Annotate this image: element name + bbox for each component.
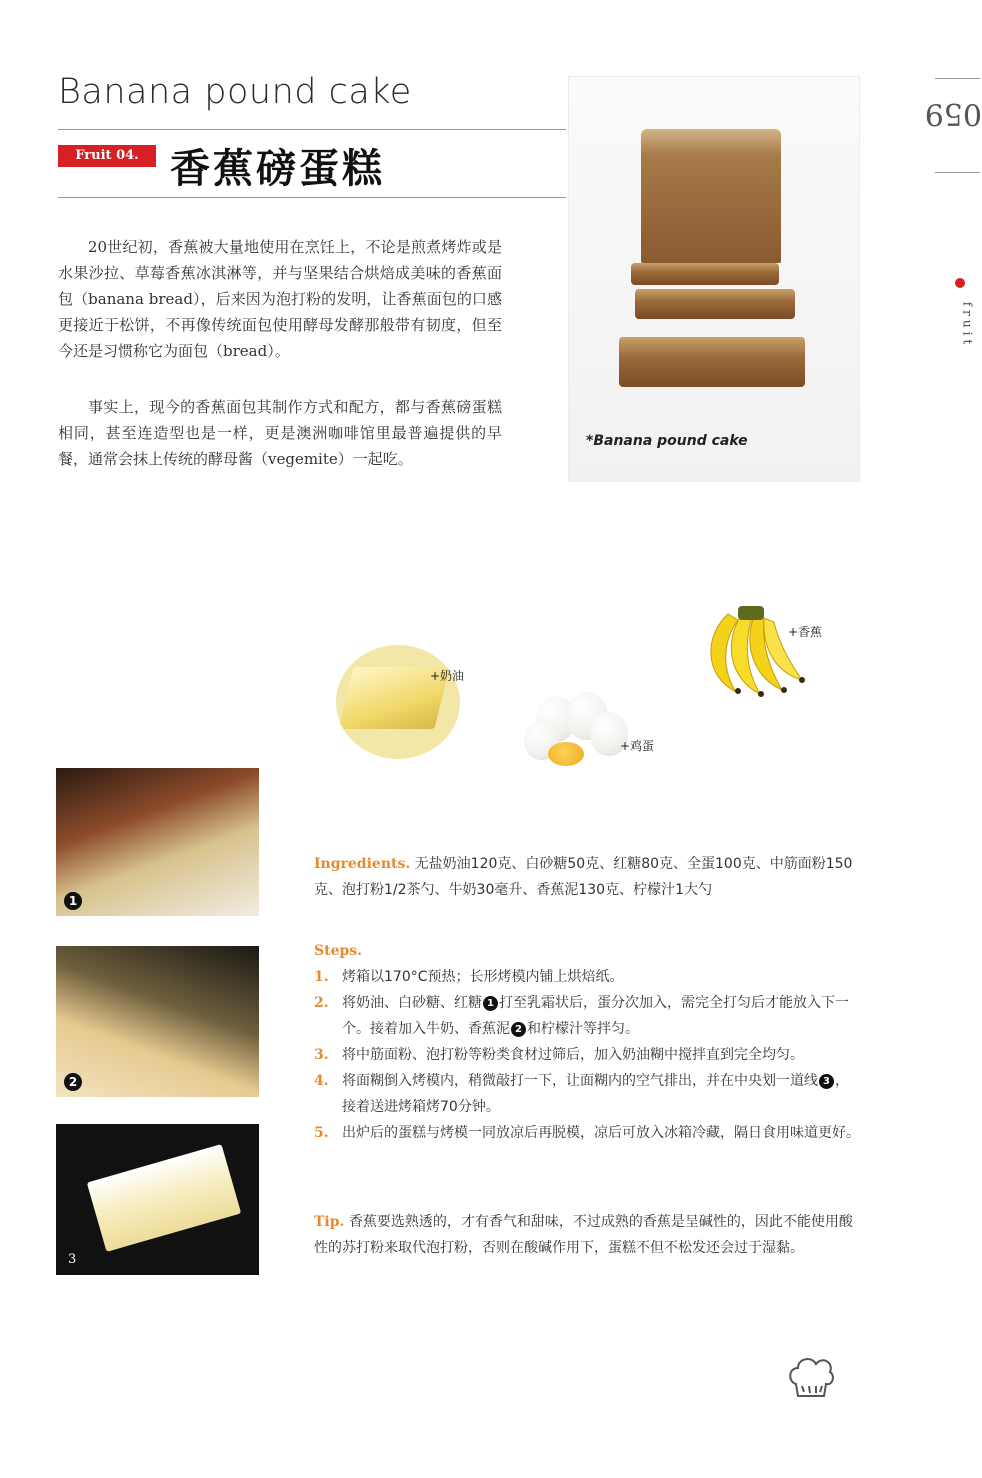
step-item (314, 964, 860, 990)
cake-slice (635, 289, 795, 319)
tip-label: Tip. (314, 1214, 345, 1230)
egg-yolk-image (548, 742, 584, 766)
photo-ref-badge: 2 (511, 1022, 526, 1037)
step-item (314, 1042, 860, 1068)
butter-image (336, 645, 460, 759)
cake-loaf (641, 129, 781, 263)
step-item (314, 1068, 860, 1120)
step-number: 4. (314, 1073, 329, 1089)
step-text: 将中筋面粉、泡打粉等粉类食材过筛后，加入奶油糊中搅拌直到完全均匀。 (342, 1047, 804, 1063)
page-number: 059 (924, 96, 982, 131)
steps-list (314, 964, 860, 1146)
english-title: Banana pound cake (58, 72, 412, 112)
photo-ref-badge: 1 (483, 996, 498, 1011)
hero-caption: *Banana pound cake (586, 433, 748, 449)
ingredients-label: Ingredients. (314, 856, 411, 872)
tip-text: 香蕉要选熟透的，才有香气和甜味，不过成熟的香蕉是呈碱性的，因此不能使用酸性的苏打粉来取代泡打粉，否则在酸碱作用下，蛋糕不但不松发还会过于湿黏。 (314, 1214, 853, 1256)
page-number-rule-top (935, 78, 980, 79)
chef-hat-icon (786, 1354, 836, 1400)
step-item (314, 990, 860, 1042)
banana-image (698, 606, 808, 698)
step-text: 烤箱以170°C预热；长形烤模内铺上烘焙纸。 (342, 969, 624, 985)
step-number: 2. (314, 995, 329, 1011)
fruit-badge: Fruit 04. (58, 145, 156, 167)
step-text: 打至乳霜状后，蛋分次加入，需完全打匀后才能放入下一个。接着加入牛奶、香蕉泥 (342, 995, 849, 1037)
intro-paragraph-1: 20世纪初，香蕉被大量地使用在烹饪上，不论是煎煮烤炸或是水果沙拉、草莓香蕉冰淇淋等，并与坚果结合烘焙成美味的香蕉面包（banana bread），后来因为泡打粉的发明，让香蕉面包的口感更接近于松饼，不再像传统面包使用酵母发酵那般带有韧度，但至今还是习惯称它为面包（bread）。 (58, 238, 502, 360)
intro-paragraph-2: 事实上，现今的香蕉面包其制作方式和配方，都与香蕉磅蛋糕相同，甚至连造型也是一样，更是澳洲咖啡馆里最普遍提供的早餐，通常会抹上传统的酵母酱（vegemite）一起吃。 (58, 398, 502, 468)
step-number: 1. (314, 969, 329, 985)
step-text: 将面糊倒入烤模内，稍微敲打一下，让面糊内的空气排出，并在中央划一道线 (342, 1073, 818, 1089)
tip-section (314, 1209, 860, 1261)
side-tab-dot (955, 278, 965, 288)
step-text: 和柠檬汁等拌匀。 (527, 1021, 639, 1037)
chinese-title: 香蕉磅蛋糕 (170, 146, 385, 192)
banana-label: +香蕉 (788, 625, 823, 639)
step-text: ，接着送进烤箱烤70分钟。 (342, 1073, 849, 1115)
title-rule-top (58, 129, 566, 130)
step-photo-3 (56, 1124, 259, 1275)
cake-slice (631, 263, 779, 285)
cake-slice (619, 337, 805, 387)
page-number-rule-bottom (935, 172, 980, 173)
step-text: 出炉后的蛋糕与烤模一同放凉后再脱模，凉后可放入冰箱冷藏，隔日食用味道更好。 (342, 1125, 860, 1141)
step-item (314, 1120, 860, 1146)
egg-label: +鸡蛋 (620, 739, 655, 753)
ingredients-text: 无盐奶油120克、白砂糖50克、红糖80克、全蛋100克、中筋面粉150克、泡打粉1/2茶勺、牛奶30毫升、香蕉泥130克、柠檬汁1大勺 (314, 856, 853, 898)
hero-photo (568, 76, 860, 482)
butter-label: +奶油 (430, 669, 465, 683)
step-photo-2 (56, 946, 259, 1097)
step-text: 将奶油、白砂糖、红糖 (342, 995, 482, 1011)
side-tab-label: fruit (960, 301, 975, 349)
step-photo-1 (56, 768, 259, 916)
step-photo-number: 3 (68, 1252, 77, 1267)
step-number: 5. (314, 1125, 329, 1141)
ingredients-section (314, 851, 860, 903)
step-number: 3. (314, 1047, 329, 1063)
step-photo-number: 1 (64, 892, 82, 910)
step-photo-number: 2 (64, 1073, 82, 1091)
steps-label: Steps. (314, 943, 363, 959)
photo-ref-badge: 3 (819, 1074, 834, 1089)
title-rule-bottom (58, 197, 566, 198)
